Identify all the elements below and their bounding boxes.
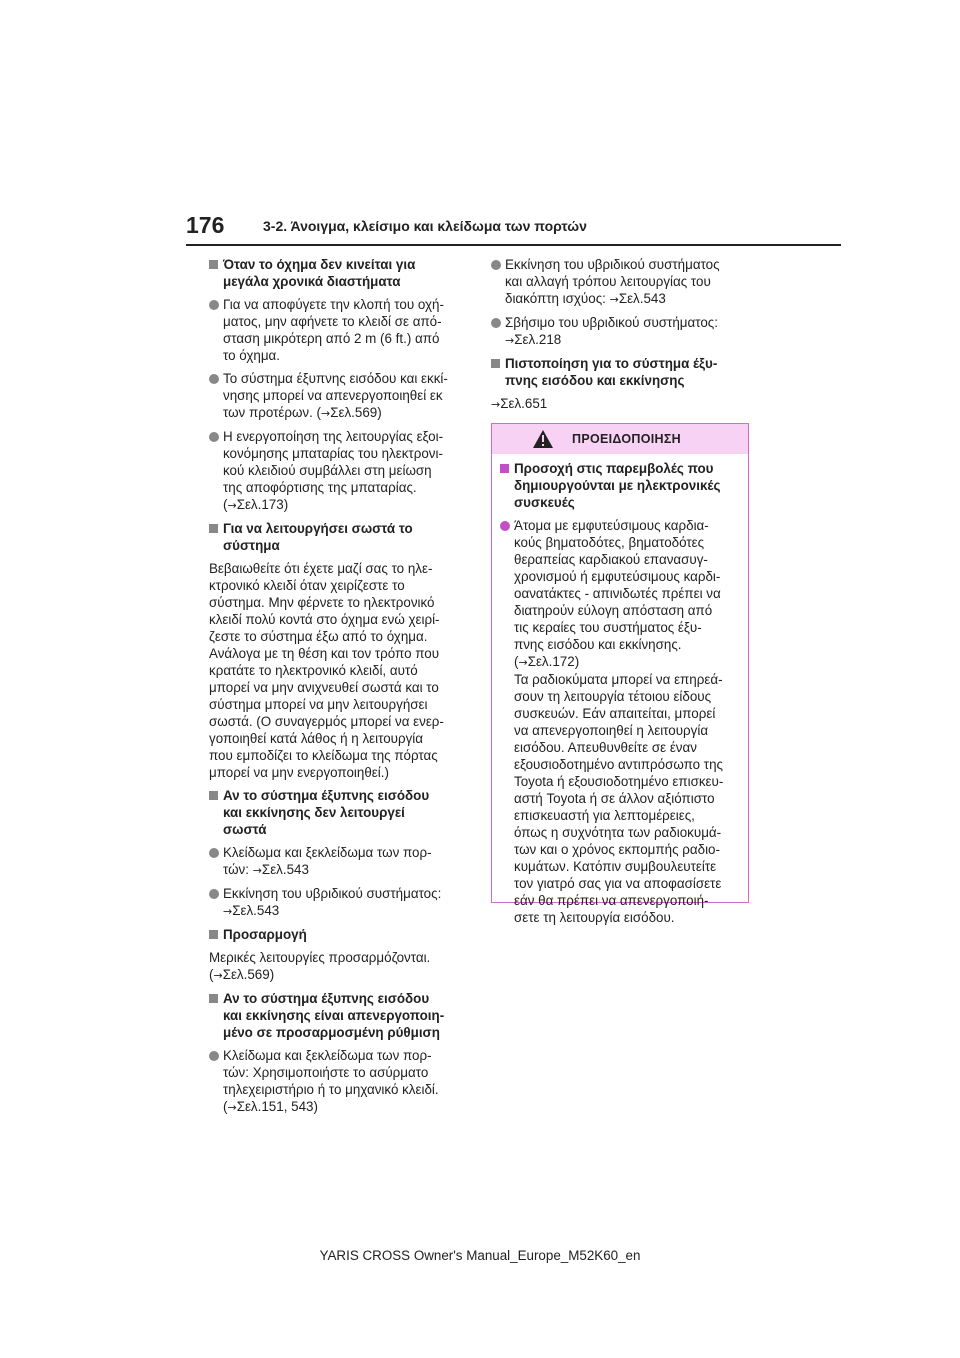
bullet-battery-saving: Η ενεργοποίηση της λειτουργίας εξοι- κονόμησης μπαταρίας του ηλεκτρονι- κού κλειδιού συμβάλλει στη μείωση της αποφόρτισης της μπαταρίας. (→Σελ.173) — [209, 428, 477, 514]
warning-triangle-icon — [532, 429, 554, 449]
paragraph-certification — [491, 395, 753, 413]
page-ref-link[interactable]: Σελ.151, 543) — [236, 1099, 318, 1114]
paragraph-customization: Μερικές λειτουργίες προσαρμόζονται. (→Σελ.569) — [209, 950, 431, 982]
heading-proper-operation: Για να λειτουργήσει σωστά το σύστημα — [209, 520, 477, 554]
page-ref-link[interactable]: Σελ.173) — [236, 497, 289, 512]
warning-body — [500, 460, 744, 926]
bullet-theft-prevention: Για να αποφύγετε την κλοπή του οχή- ματος, μην αφήνετε το κλειδί σε από- σταση μικρότερη από 2 m (6 ft.) από το όχημα. — [209, 296, 477, 364]
bullet-remote-key: Κλείδωμα και ξεκλείδωμα των πορ- τών: Χρησιμοποιήστε το ασύρματο τηλεχειριστήριο ή το μηχανικό κλειδί. (→Σελ.151, 543) — [209, 1047, 477, 1116]
arrow-icon: → — [321, 407, 331, 420]
page-header — [186, 212, 841, 246]
arrow-icon: → — [518, 656, 528, 669]
arrow-icon: → — [252, 864, 262, 877]
page-ref-link[interactable]: Σελ.543 — [232, 903, 280, 918]
warning-header — [492, 424, 748, 454]
bullet-hybrid-stop: Σβήσιμο του υβριδικού συστήματος: →Σελ.218 — [491, 314, 753, 349]
bullet-disable-system: Το σύστημα έξυπνης εισόδου και εκκί- νησης μπορεί να απενεργοποιηθεί εκ των προτέρων. (→Σελ.569) — [209, 370, 477, 422]
bullet-hybrid-start: Εκκίνηση του υβριδικού συστήματος: →Σελ.543 — [209, 885, 477, 920]
section-title: 3-2. Άνοιγμα, κλείσιμο και κλείδωμα των πορτών — [263, 218, 587, 234]
left-column — [209, 256, 477, 1122]
heading-certification: Πιστοποίηση για το σύστημα έξυ- πνης εισόδου και εκκίνησης — [491, 355, 753, 389]
heading-disabled-custom: Αν το σύστημα έξυπνης εισόδου και εκκίνησης είναι απενεργοποιη- μένο σε προσαρμοσμένη ρύθμιση — [209, 990, 477, 1041]
page-number: 176 — [186, 212, 225, 238]
page-footer: YARIS CROSS Owner's Manual_Europe_M52K60_en — [319, 1248, 641, 1263]
arrow-icon: → — [491, 398, 501, 411]
heading-system-malfunction: Αν το σύστημα έξυπνης εισόδου και εκκίνησης δεν λειτουργεί σωστά — [209, 787, 477, 838]
warning-bullet: Άτομα με εμφυτεύσιμους καρδια- κούς βηματοδότες, βηματοδότες θεραπείας καρδιακού επανασυγ- χρονισμού ή εμφυτεύσιμους καρδι- οανατάκτες - απινιδωτές πρέπει να διατηρούν εύλογη απόσταση από τις κεραίες του συστήματος έξυ- πνης εισόδου και εκκίνησης. (→Σελ.172) Τα ραδιοκύματα μπορεί να επηρεά- σουν τη λειτουργία τέτοιου είδους συσκευών. Εάν απαιτείται, μπορεί να απενεργοποιηθεί η λειτουργία εισόδου. Απευθυνθείτε σε έναν εξουσιοδοτημένο αντιπρόσωπο της Toyota ή εξουσιοδοτημένο επισκευ- αστή Toyota ή σε άλλον αξιόπιστο επισκευαστή για λεπτομέρειες, όπως η συχνότητα των ραδιοκυμά- των και ο χρόνος εκπομπής ραδιο- κυμάτων. Κατόπιν συμβουλευτείτε τον γιατρό σας για να αποφασίσετε εάν θα πρέπει να απενεργοποιή- σετε τη λειτουργία εισόδου. — [500, 517, 744, 926]
arrow-icon: → — [505, 334, 515, 347]
page-ref-link[interactable]: Σελ.569) — [330, 405, 382, 420]
bullet-hybrid-mode-change: Εκκίνηση του υβριδικού συστήματος και αλλαγή τρόπου λειτουργίας του διακόπτη ισχύος: →Σελ.543 — [491, 256, 753, 308]
warning-title: ΠΡΟΕΙΔΟΠΟΙΗΣΗ — [572, 432, 681, 446]
arrow-icon: → — [227, 499, 237, 512]
warning-heading: Προσοχή στις παρεμβολές που δημιουργούνται με ηλεκτρονικές συσκευές — [500, 460, 744, 511]
header-rule — [186, 244, 841, 246]
page-ref-link[interactable]: Σελ.569) — [222, 967, 275, 982]
page-ref-link[interactable]: Σελ.172) — [527, 654, 580, 669]
arrow-icon: → — [223, 905, 233, 918]
page-ref-link[interactable]: Σελ.543 — [618, 291, 666, 306]
paragraph-key-handling: Βεβαιωθείτε ότι έχετε μαζί σας το ηλε- κτρονικό κλειδί όταν χειρίζεστε το σύστημα. Μην φέρνετε το ηλεκτρονικό κλειδί πολύ κοντά στο όχημα ενώ χειρί- ζεστε το σύστημα έξω από το όχημα. Ανάλογα με τη θέση και τον τρόπο που κρατάτε το ηλεκτρονικό κλειδί, αυτό μπορεί να μην ανιχνευθεί σωστά και το σύστημα μπορεί να μην λειτουργήσει σωστά. (Ο συναγερμός μπορεί να ενερ- γοποιηθεί κατά λάθος ή η λειτουργία που εμποδίζει το κλείδωμα της πόρτας μπορεί να μην ενεργοποιηθεί.) — [209, 561, 444, 780]
arrow-icon: → — [227, 1101, 237, 1114]
page-ref-link[interactable]: Σελ.651 — [500, 396, 548, 411]
arrow-icon: → — [213, 969, 223, 982]
heading-customization: Προσαρμογή — [209, 926, 477, 943]
page-ref-link[interactable]: Σελ.543 — [261, 862, 309, 877]
bullet-lock-unlock: Κλείδωμα και ξεκλείδωμα των πορ- τών: →Σελ.543 — [209, 844, 477, 879]
heading-vehicle-idle: Όταν το όχημα δεν κινείται για μεγάλα χρονικά διαστήματα — [209, 256, 477, 290]
page-ref-link[interactable]: Σελ.218 — [514, 332, 562, 347]
arrow-icon: → — [609, 293, 619, 306]
right-column — [491, 256, 753, 419]
warning-box — [491, 423, 749, 925]
